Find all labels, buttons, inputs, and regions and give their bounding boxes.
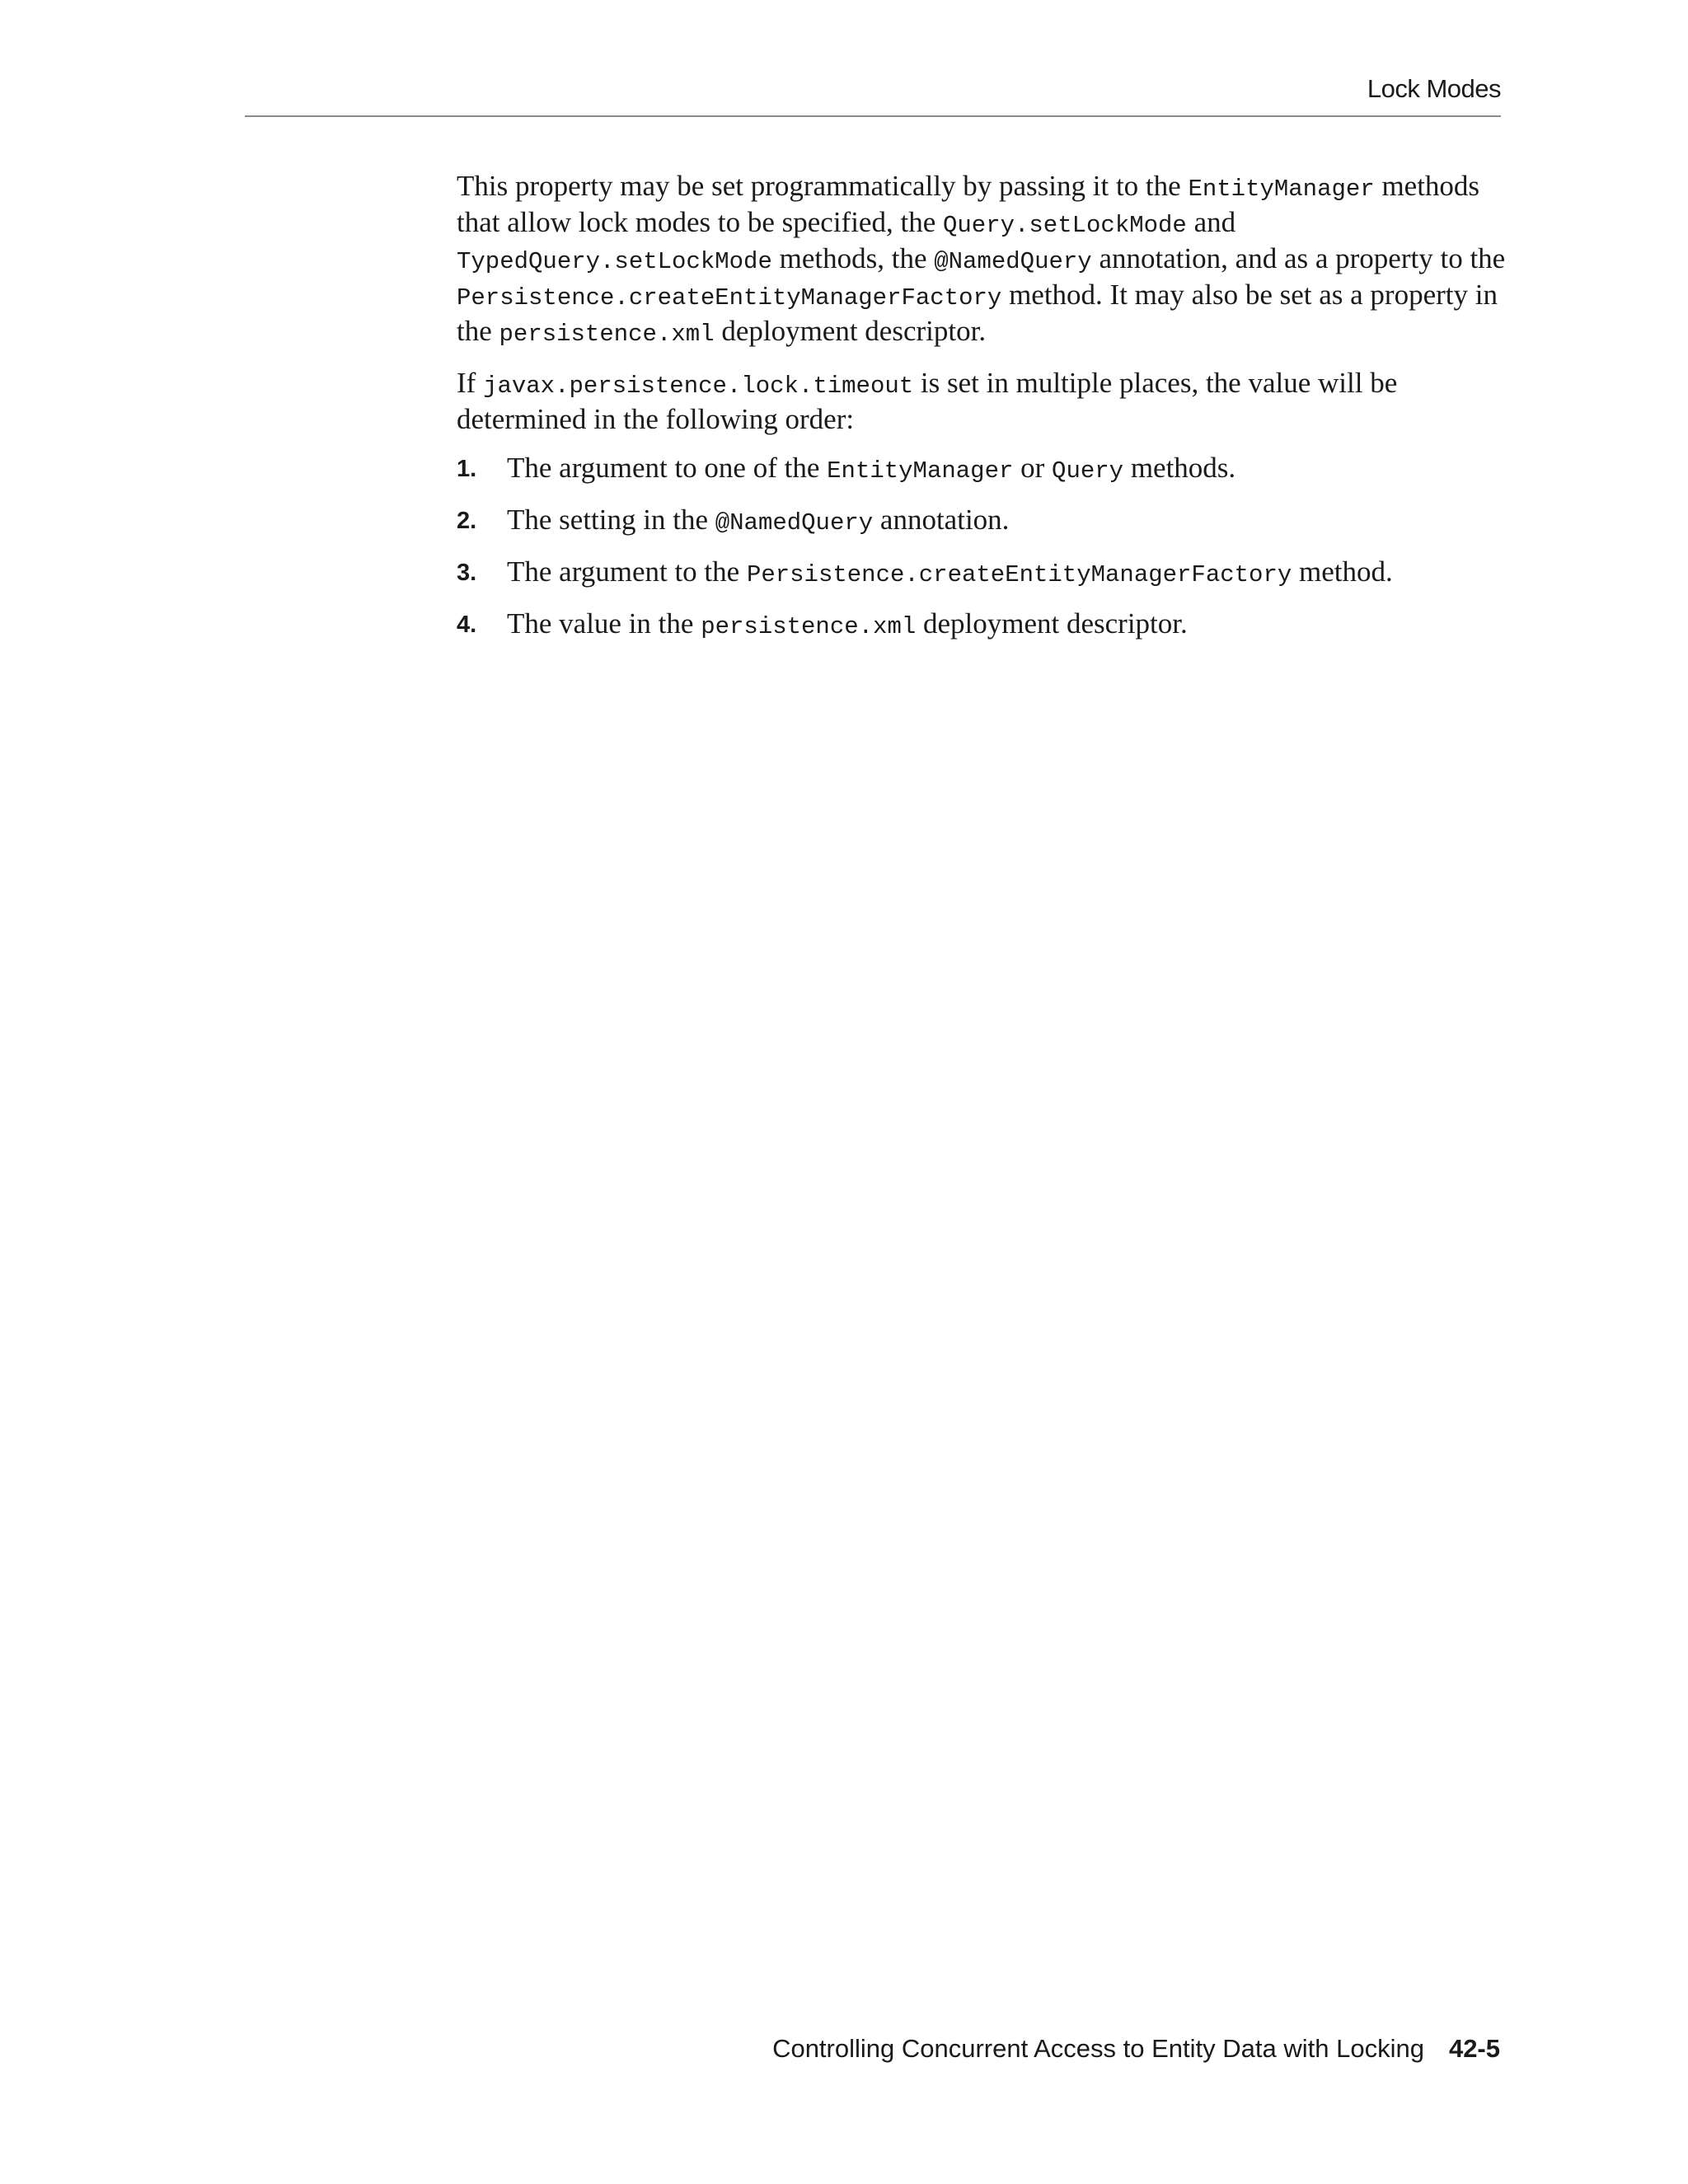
text: The setting in the [507, 504, 715, 536]
text: annotation, and as a property to the [1091, 242, 1506, 274]
code-entity-manager: EntityManager [827, 457, 1014, 485]
code-typed-query-set-lock-mode: TypedQuery.setLockMode [457, 248, 772, 275]
text: and [1186, 206, 1236, 238]
list-item [457, 607, 1528, 644]
ordered-steps-list [457, 452, 1528, 644]
code-query: Query [1052, 457, 1124, 485]
step-number: 2. [457, 508, 477, 534]
text: deployment descriptor. [714, 315, 987, 347]
text: The argument to the [507, 555, 747, 588]
list-item [457, 555, 1528, 592]
code-persistence-xml: persistence.xml [701, 613, 917, 640]
text: methods that allow lock modes to be specified, the [457, 170, 1480, 238]
code-named-query: @NamedQuery [934, 248, 1092, 275]
step-number: 1. [457, 456, 477, 482]
text: methods. [1123, 452, 1236, 484]
text: If [457, 367, 484, 399]
text: annotation. [873, 504, 1010, 536]
code-entity-manager: EntityManager [1188, 176, 1375, 203]
text: deployment descriptor. [916, 607, 1188, 640]
text: This property may be set programmatically by passing it to the [457, 170, 1189, 202]
footer-chapter-title: Controlling Concurrent Access to Entity Data with Locking [772, 2034, 1424, 2063]
text: The value in the [507, 607, 701, 640]
text: is set in multiple places, the value will be determined in the following order: [457, 367, 1398, 435]
code-query-set-lock-mode: Query.setLockMode [942, 212, 1187, 239]
paragraph-timeout-order [457, 367, 1528, 436]
text: methods, the [771, 242, 935, 274]
page-header [245, 73, 1501, 117]
text: The argument to one of the [507, 452, 828, 484]
text: method. It may also be set as a property in the [457, 279, 1498, 347]
step-number: 4. [457, 612, 477, 638]
page-content [457, 170, 1528, 659]
text: or [1013, 452, 1053, 484]
list-item [457, 452, 1528, 488]
code-persistence-xml: persistence.xml [499, 321, 715, 348]
text: method. [1292, 555, 1393, 588]
code-lock-timeout: javax.persistence.lock.timeout [483, 373, 914, 400]
page-number: 42-5 [1448, 2034, 1500, 2063]
paragraph-property-settings [457, 170, 1528, 351]
code-create-entity-manager-factory: Persistence.createEntityManagerFactory [746, 561, 1292, 588]
code-named-query: @NamedQuery [715, 509, 874, 537]
list-item [457, 504, 1528, 540]
step-number: 3. [457, 560, 477, 586]
page-footer [772, 2034, 1500, 2064]
code-create-entity-manager-factory: Persistence.createEntityManagerFactory [457, 284, 1002, 312]
running-header-title: Lock Modes [1367, 74, 1501, 103]
